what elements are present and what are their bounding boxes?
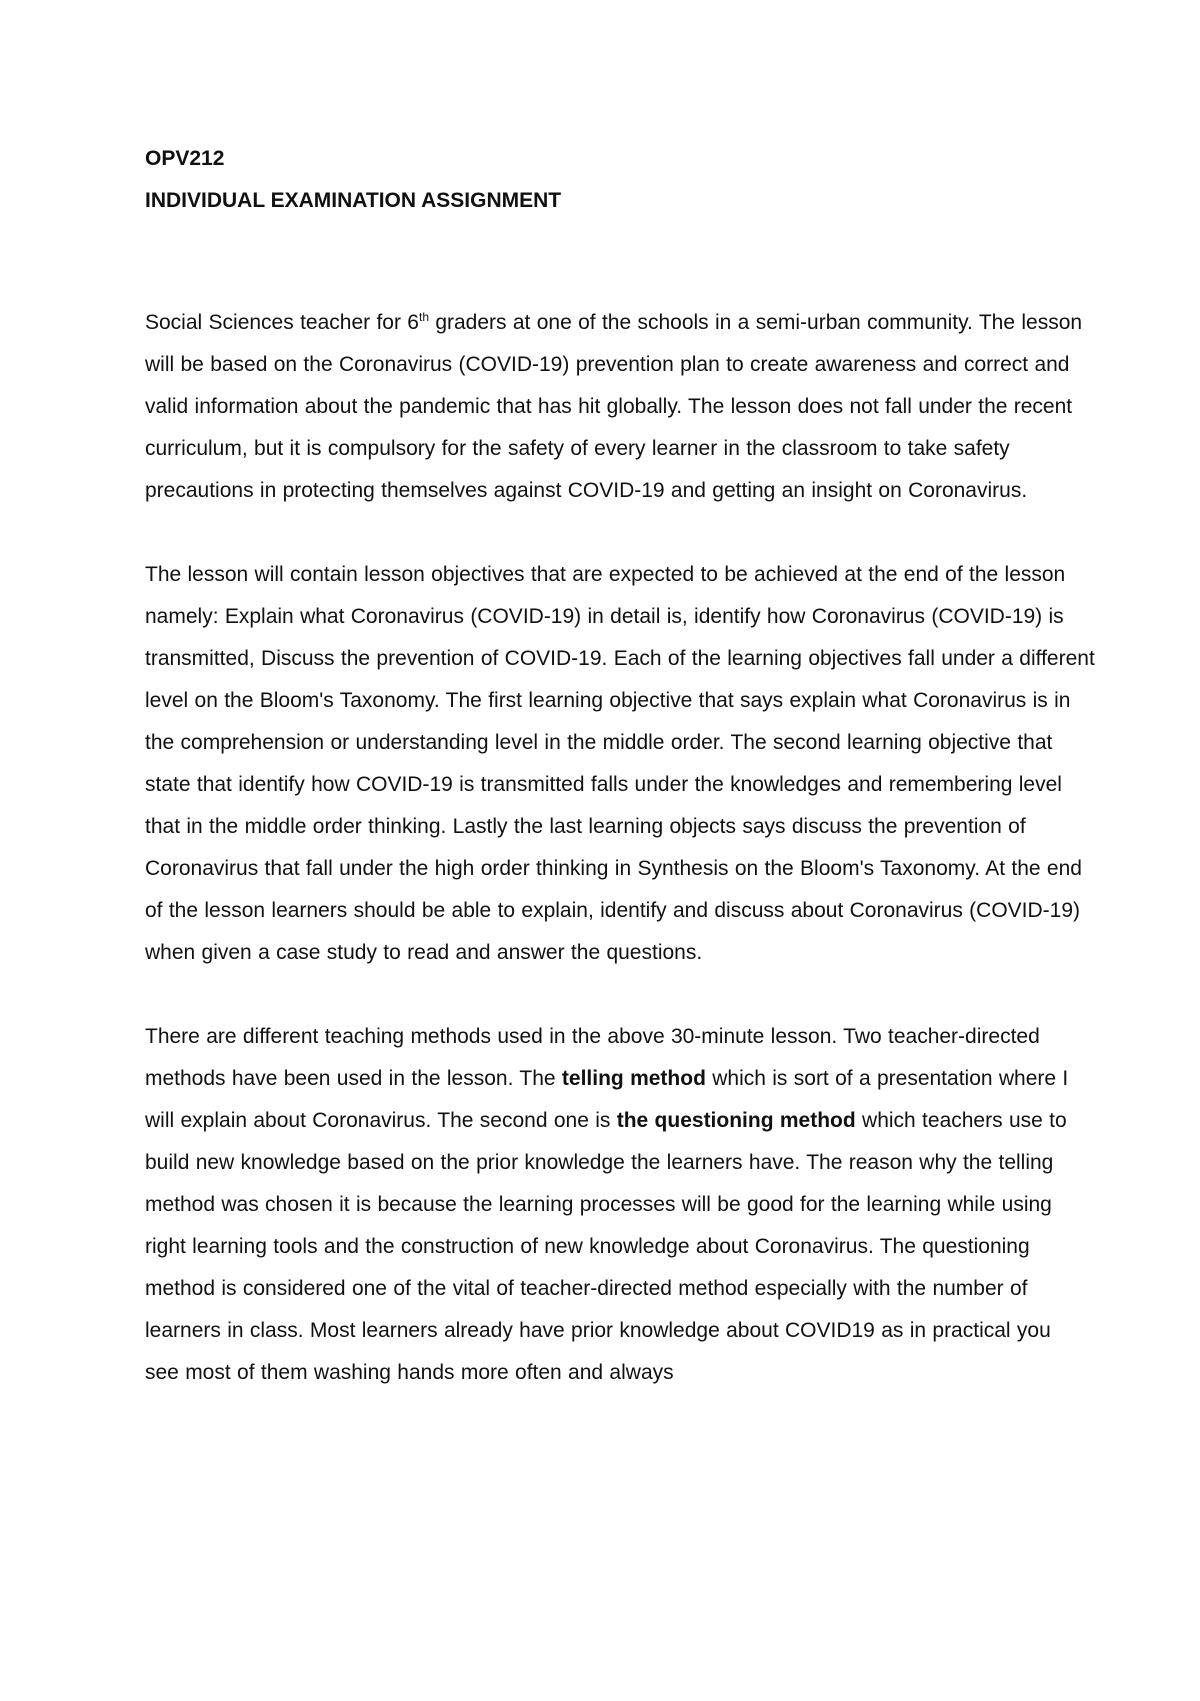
- ordinal-superscript: th: [418, 310, 429, 324]
- paragraph-teaching-methods: [145, 1016, 1090, 1394]
- methods-text-2: which is sort of a presentation where I will explain about Coronavirus. The second one is: [145, 1067, 1069, 1132]
- document-body: [145, 138, 1105, 1394]
- methods-text-3: which teachers use to build new knowledge based on the prior knowledge the learners have. The reason why the telling method was chosen it is because the learning processes will be good for the learning while using right learning tools and the construction of new knowledge about Coronavirus. The questioning method is considered one of the vital of teacher-directed method especially with the number of learners in class. Most learners already have prior knowledge about COVID19 as in practical you see most of them washing hands more often and always: [145, 1109, 1067, 1384]
- paragraph-objectives: The lesson will contain lesson objectives that are expected to be achieved at the end of the lesson namely: Explain what Coronavirus (COVID-19) in detail is, identify how Coronavirus (COVID-19) is transmitted, Discuss the prevention of COVID-19. Each of the learning objectives fall under a different level on the Bloom's Taxonomy. The first learning objective that says explain what Coronavirus is in the comprehension or understanding level in the middle order. The second learning objective that state that identify how COVID-19 is transmitted falls under the knowledges and remembering level that in the middle order thinking. Lastly the last learning objects says discuss the prevention of Coronavirus that fall under the high order thinking in Synthesis on the Bloom's Taxonomy. At the end of the lesson learners should be able to explain, identify and discuss about Coronavirus (COVID-19) when given a case study to read and answer the questions.: [145, 563, 1095, 964]
- paragraph-introduction: [145, 302, 1085, 512]
- methods-text-1: There are different teaching methods used in the above 30-minute lesson. Two teacher-directed methods have been used in the lesson. The: [145, 1025, 1040, 1090]
- telling-method-term: telling method: [561, 1067, 706, 1090]
- course-code: OPV212: [145, 147, 225, 170]
- intro-text-rest: graders at one of the schools in a semi-urban community. The lesson will be based on the Coronavirus (COVID-19) prevention plan to create awareness and correct and valid information about the pandemic that has hit globally. The lesson does not fall under the recent curriculum, but it is compulsory for the safety of every learner in the classroom to take safety precautions in protecting themselves against COVID-19 and getting an insight on Coronavirus.: [145, 311, 1083, 502]
- intro-text-start: Social Sciences teacher for 6: [145, 311, 419, 334]
- assignment-title: INDIVIDUAL EXAMINATION ASSIGNMENT: [145, 189, 562, 212]
- questioning-method-term: the questioning method: [616, 1109, 856, 1132]
